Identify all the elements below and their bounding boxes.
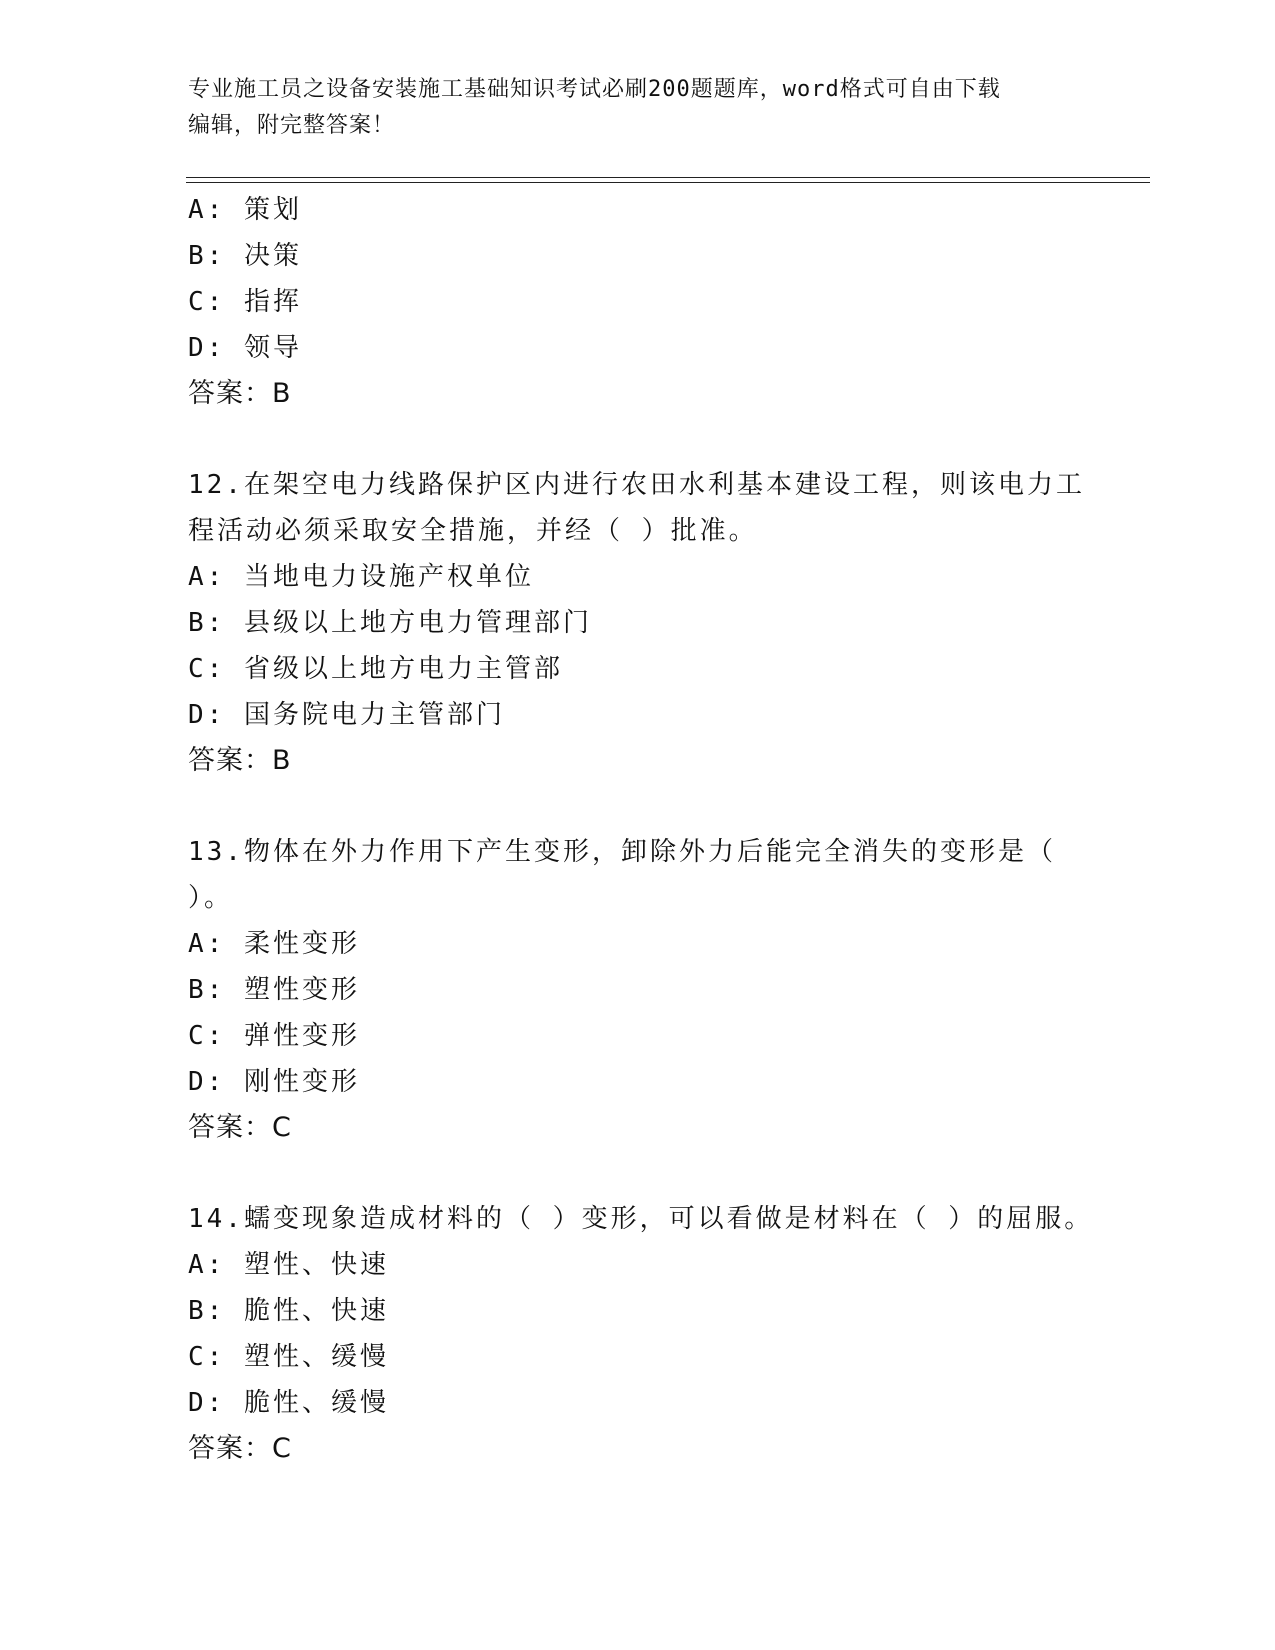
option-a: A: 当地电力设施产权单位 xyxy=(188,562,534,592)
answer-line: 答案：C xyxy=(188,1433,292,1464)
question-12 xyxy=(188,462,1088,784)
option-d: D: 脆性、缓慢 xyxy=(188,1388,389,1418)
header-divider-top xyxy=(186,177,1150,178)
header-line-2: 编辑，附完整答案！ xyxy=(188,113,396,138)
question-14 xyxy=(188,1196,1094,1472)
header-line-1: 专业施工员之设备安装施工基础知识考试必刷200题题库，word格式可自由下载 xyxy=(188,77,1001,102)
option-c: C: 弹性变形 xyxy=(188,1021,360,1051)
question-13 xyxy=(188,829,1088,1151)
question-stem-line-2: ）。 xyxy=(188,883,234,913)
option-a: A: 柔性变形 xyxy=(188,929,360,959)
question-11-continued xyxy=(188,187,1088,417)
option-c: C: 指挥 xyxy=(188,287,302,317)
answer-line: 答案：B xyxy=(188,378,292,409)
option-c: C: 塑性、缓慢 xyxy=(188,1342,389,1372)
option-b: B: 县级以上地方电力管理部门 xyxy=(188,608,592,638)
option-a: A: 策划 xyxy=(188,195,302,225)
option-d: D: 领导 xyxy=(188,333,302,363)
question-stem-line-1: 14.蠕变现象造成材料的（ ）变形，可以看做是材料在（ ）的屈服。 xyxy=(188,1204,1094,1234)
question-stem-line-2: 程活动必须采取安全措施，并经（ ）批准。 xyxy=(188,516,758,546)
option-c: C: 省级以上地方电力主管部 xyxy=(188,654,563,684)
option-b: B: 塑性变形 xyxy=(188,975,360,1005)
question-stem-line-1: 12.在架空电力线路保护区内进行农田水利基本建设工程，则该电力工 xyxy=(188,470,1085,500)
option-b: B: 脆性、快速 xyxy=(188,1296,389,1326)
option-d: D: 刚性变形 xyxy=(188,1067,360,1097)
header-divider-bottom xyxy=(186,182,1150,183)
question-stem-line-1: 13.物体在外力作用下产生变形，卸除外力后能完全消失的变形是（ xyxy=(188,837,1056,867)
option-a: A: 塑性、快速 xyxy=(188,1250,389,1280)
document-header xyxy=(188,72,1088,144)
answer-line: 答案：C xyxy=(188,1112,292,1143)
question-list xyxy=(188,187,1094,1472)
option-b: B: 决策 xyxy=(188,241,302,271)
answer-line: 答案：B xyxy=(188,745,292,776)
option-d: D: 国务院电力主管部门 xyxy=(188,700,505,730)
